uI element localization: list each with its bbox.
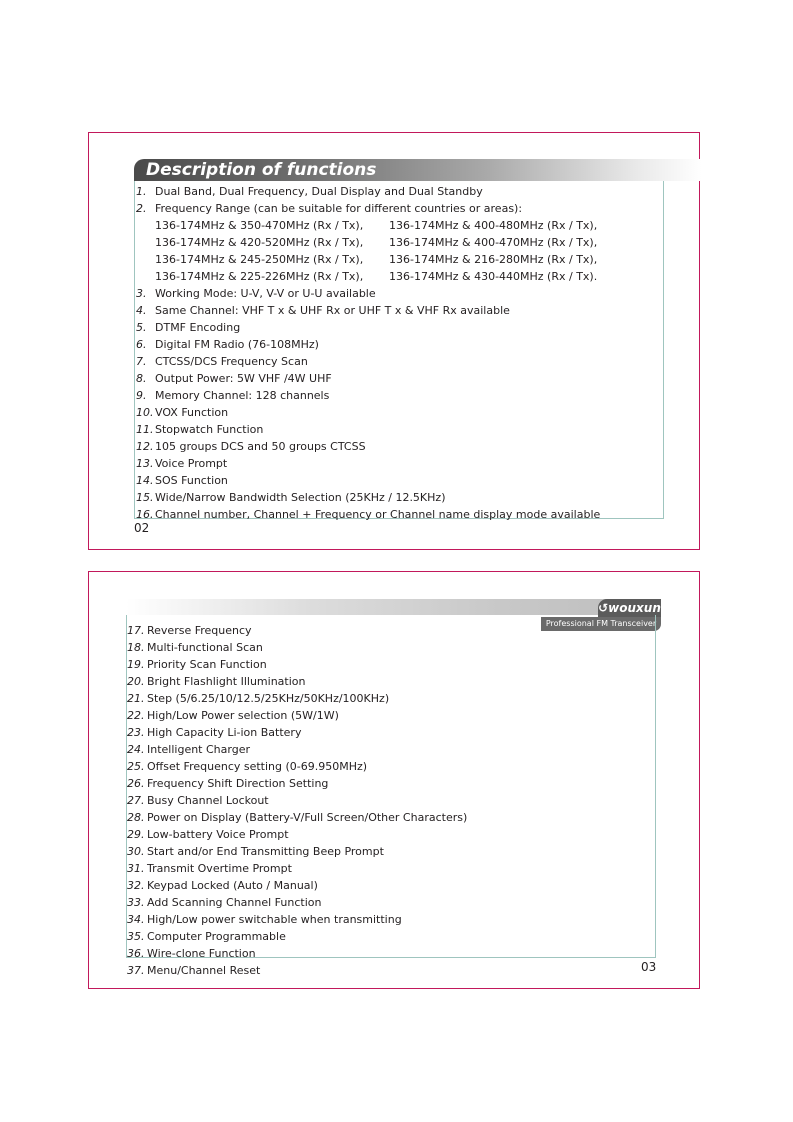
item-text: Computer Programmable <box>147 930 286 943</box>
item-number: 15. <box>136 491 154 504</box>
item-text: Output Power: 5W VHF /4W UHF <box>155 372 332 385</box>
function-list-page-02 <box>136 183 666 523</box>
item-text: Reverse Frequency <box>147 624 252 637</box>
list-item <box>127 928 647 945</box>
list-item <box>136 506 666 523</box>
item-number: 14. <box>136 474 154 487</box>
item-number: 34. <box>127 913 145 926</box>
item-text: Working Mode: U-V, V-V or U-U available <box>155 287 376 300</box>
item-text: Multi-functional Scan <box>147 641 263 654</box>
item-number: 11. <box>136 423 154 436</box>
frequency-row <box>136 251 666 268</box>
item-text: Step (5/6.25/10/12.5/25KHz/50KHz/100KHz) <box>147 692 390 705</box>
frequency-row <box>136 217 666 234</box>
list-item <box>127 758 647 775</box>
item-number: 27. <box>127 794 145 807</box>
frequency-range-left: 136-174MHz & 225-226MHz (Rx / Tx), <box>155 270 364 283</box>
item-text: Keypad Locked (Auto / Manual) <box>147 879 318 892</box>
list-item <box>127 656 647 673</box>
item-text: CTCSS/DCS Frequency Scan <box>155 355 308 368</box>
manual-page-02 <box>88 132 700 550</box>
list-item <box>127 639 647 656</box>
list-item <box>127 945 647 962</box>
item-text: Low-battery Voice Prompt <box>147 828 289 841</box>
item-text: Voice Prompt <box>155 457 228 470</box>
list-item <box>127 741 647 758</box>
frequency-range-right: 136-174MHz & 430-440MHz (Rx / Tx). <box>389 270 598 283</box>
list-item <box>136 472 666 489</box>
item-text: Dual Band, Dual Frequency, Dual Display and Dual Standby <box>155 185 483 198</box>
section-title-bar <box>134 159 702 181</box>
frequency-range-left: 136-174MHz & 245-250MHz (Rx / Tx), <box>155 253 364 266</box>
item-number: 19. <box>127 658 145 671</box>
item-number: 32. <box>127 879 145 892</box>
manual-page-03 <box>88 571 700 989</box>
list-item <box>136 336 666 353</box>
item-text: Memory Channel: 128 channels <box>155 389 330 402</box>
list-item <box>136 353 666 370</box>
item-text: Channel number, Channel + Frequency or Channel name display mode available <box>155 508 601 521</box>
list-item <box>136 421 666 438</box>
list-item <box>127 894 647 911</box>
item-number: 36. <box>127 947 145 960</box>
item-number: 4. <box>136 304 147 317</box>
list-item <box>136 370 666 387</box>
list-item <box>127 724 647 741</box>
item-text: Transmit Overtime Prompt <box>147 862 292 875</box>
function-list-page-03 <box>127 622 647 979</box>
item-text: Frequency Shift Direction Setting <box>147 777 329 790</box>
item-text: Wide/Narrow Bandwidth Selection (25KHz / 12.5KHz) <box>155 491 446 504</box>
item-number: 37. <box>127 964 145 977</box>
item-text: Digital FM Radio (76-108MHz) <box>155 338 319 351</box>
frequency-range-left: 136-174MHz & 350-470MHz (Rx / Tx), <box>155 219 364 232</box>
item-number: 30. <box>127 845 145 858</box>
list-item <box>136 404 666 421</box>
item-number: 5. <box>136 321 147 334</box>
item-number: 28. <box>127 811 145 824</box>
list-item <box>127 860 647 877</box>
item-number: 12. <box>136 440 154 453</box>
item-text: Stopwatch Function <box>155 423 264 436</box>
list-item <box>136 183 666 200</box>
item-number: 10. <box>136 406 154 419</box>
item-text: Bright Flashlight Illumination <box>147 675 306 688</box>
page-number: 03 <box>641 960 657 974</box>
list-item <box>136 285 666 302</box>
item-number: 21. <box>127 692 145 705</box>
item-number: 16. <box>136 508 154 521</box>
item-text: High Capacity Li-ion Battery <box>147 726 302 739</box>
item-text: Busy Channel Lockout <box>147 794 269 807</box>
header-band <box>126 599 661 615</box>
item-number: 33. <box>127 896 145 909</box>
item-number: 29. <box>127 828 145 841</box>
frequency-range-right: 136-174MHz & 400-470MHz (Rx / Tx), <box>389 236 598 249</box>
item-text: VOX Function <box>155 406 229 419</box>
item-number: 23. <box>127 726 145 739</box>
list-item <box>136 438 666 455</box>
list-item <box>127 843 647 860</box>
brand-tagline: Professional FM Transceiver <box>541 617 661 631</box>
frequency-row <box>136 268 666 285</box>
logo-swirl-icon: ↺ <box>598 601 609 615</box>
list-item <box>127 809 647 826</box>
list-item <box>136 387 666 404</box>
frequency-row <box>136 234 666 251</box>
list-item <box>127 690 647 707</box>
item-number: 1. <box>136 185 147 198</box>
list-item <box>127 622 647 639</box>
item-text: Offset Frequency setting (0-69.950MHz) <box>147 760 368 773</box>
logo-text: wouxun <box>608 601 661 615</box>
item-number: 17. <box>127 624 145 637</box>
frequency-range-right: 136-174MHz & 400-480MHz (Rx / Tx), <box>389 219 598 232</box>
item-text: 105 groups DCS and 50 groups CTCSS <box>155 440 366 453</box>
list-item <box>136 200 666 217</box>
list-item <box>127 877 647 894</box>
item-number: 18. <box>127 641 145 654</box>
item-text: High/Low Power selection (5W/1W) <box>147 709 339 722</box>
frequency-range-left: 136-174MHz & 420-520MHz (Rx / Tx), <box>155 236 364 249</box>
list-item <box>127 775 647 792</box>
item-number: 3. <box>136 287 147 300</box>
list-item <box>127 792 647 809</box>
list-item <box>136 319 666 336</box>
list-item <box>127 826 647 843</box>
page-number: 02 <box>134 521 150 535</box>
frequency-range-right: 136-174MHz & 216-280MHz (Rx / Tx), <box>389 253 598 266</box>
item-number: 13. <box>136 457 154 470</box>
item-text: Start and/or End Transmitting Beep Prompt <box>147 845 384 858</box>
list-item <box>127 962 647 979</box>
item-text: DTMF Encoding <box>155 321 241 334</box>
item-number: 2. <box>136 202 147 215</box>
item-text: Priority Scan Function <box>147 658 267 671</box>
item-text: Frequency Range (can be suitable for different countries or areas): <box>155 202 523 215</box>
section-title: Description of functions <box>146 160 377 180</box>
list-item <box>127 673 647 690</box>
item-number: 20. <box>127 675 145 688</box>
item-number: 35. <box>127 930 145 943</box>
list-item <box>136 302 666 319</box>
item-number: 6. <box>136 338 147 351</box>
item-text: Power on Display (Battery-V/Full Screen/Other Characters) <box>147 811 468 824</box>
list-item <box>136 455 666 472</box>
item-text: SOS Function <box>155 474 228 487</box>
list-item <box>127 707 647 724</box>
item-text: Add Scanning Channel Function <box>147 896 322 909</box>
list-item <box>127 911 647 928</box>
item-number: 31. <box>127 862 145 875</box>
item-number: 8. <box>136 372 147 385</box>
list-item <box>136 489 666 506</box>
item-text: Wire-clone Function <box>147 947 256 960</box>
item-number: 25. <box>127 760 145 773</box>
item-number: 7. <box>136 355 147 368</box>
item-number: 22. <box>127 709 145 722</box>
item-text: Same Channel: VHF T x & UHF Rx or UHF T x & VHF Rx available <box>155 304 510 317</box>
item-number: 24. <box>127 743 145 756</box>
item-number: 26. <box>127 777 145 790</box>
item-text: High/Low power switchable when transmitting <box>147 913 402 926</box>
item-text: Intelligent Charger <box>147 743 250 756</box>
item-number: 9. <box>136 389 147 402</box>
item-text: Menu/Channel Reset <box>147 964 261 977</box>
